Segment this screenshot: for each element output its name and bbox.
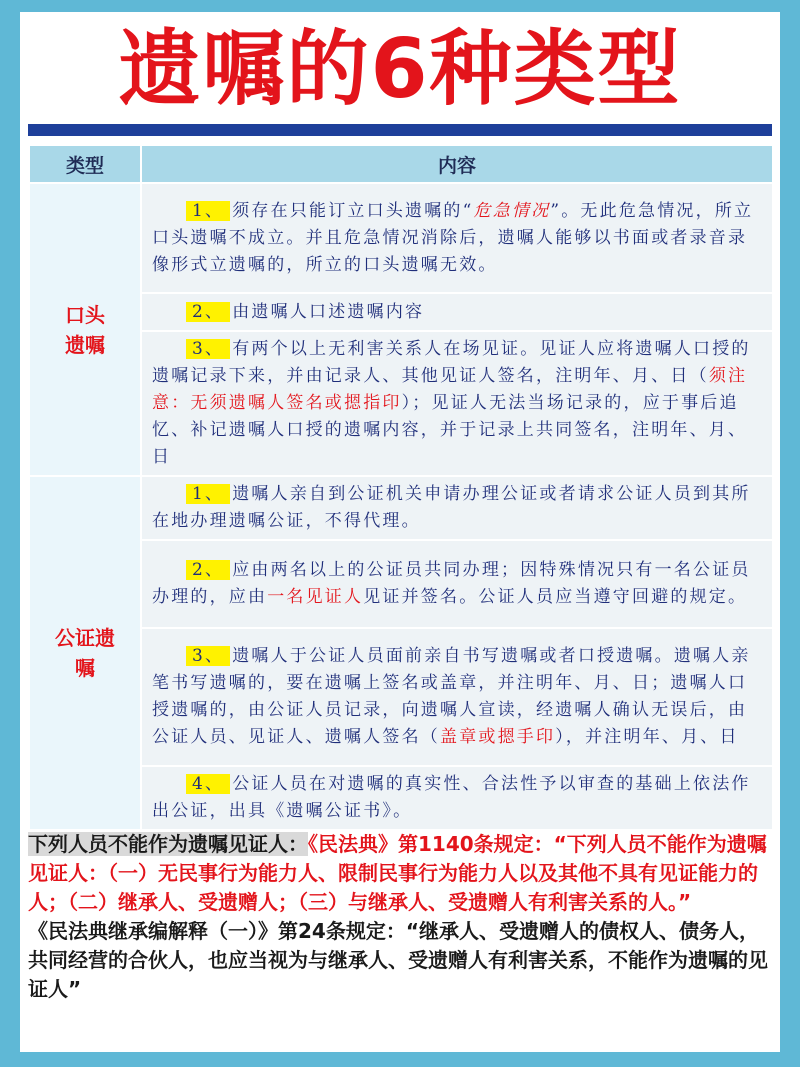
note-interpretation-24: 《民法典继承编解释（一）》第24条规定：“继承人、受遗赠人的债权人、债务人，共同经营的合伙人，也应当视为与继承人、受遗赠人有利害关系，不能作为遗嘱的见证人” [28, 919, 768, 1001]
item-number: 1、 [186, 201, 230, 221]
content-cell [141, 476, 773, 540]
content-cell [141, 766, 773, 830]
item-text: 公证人员在对遗嘱的真实性、合法性予以审查的基础上依法作出公证，出具《遗嘱公证书》。 [152, 774, 751, 821]
content-cell [141, 540, 773, 628]
note-lead: 下列人员不能作为遗嘱见证人： [28, 832, 308, 856]
type-label-line: 遗嘱 [65, 332, 105, 357]
table-row [29, 628, 773, 766]
item-text: 遗嘱人于公证人员面前亲自书写遗嘱或者口授遗嘱。遗嘱人亲笔书写遗嘱的，要在遗嘱上签名或盖章，并注明年、月、日；遗嘱人口授遗嘱的，由公证人员记录，向遗嘱人宣读，经遗嘱人确认无误后，由公证人员、见证人、遗嘱人签名（ [152, 646, 751, 747]
table-row [29, 183, 773, 293]
item-text: 有两个以上无利害关系人在场见证。见证人应将遗嘱人口授的遗嘱记录下来，并由记录人、其他见证人签名，注明年、月、日（ [152, 339, 751, 386]
item-text: 由遗嘱人口述遗嘱内容 [232, 301, 425, 322]
page-title: 遗嘱的6种类型 [118, 22, 682, 117]
item-number: 2、 [186, 560, 230, 580]
table-row [29, 540, 773, 628]
item-text: 须存在只能订立口头遗嘱的“ [232, 200, 474, 221]
title-divider [28, 124, 772, 136]
item-text: ”。无此危急情况，所立口头遗嘱不成立。并且危急情况消除后，遗嘱人能够以书面或者录音录像形式立遗嘱的，所立的口头遗嘱无效。 [152, 200, 754, 275]
item-text: 见证并签名。公证人员应当遵守回避的规定。 [363, 587, 748, 607]
type-label-line: 公证遗 [55, 626, 115, 650]
item-emphasis: 危急情况 [473, 200, 551, 221]
witness-note [28, 830, 772, 1004]
table-row [29, 766, 773, 830]
table-row [29, 293, 773, 331]
item-text: ），并注明年、月、日 [555, 727, 739, 747]
content-cell [141, 183, 773, 293]
content-cell [141, 628, 773, 766]
type-label-line: 嘱 [75, 656, 95, 680]
item-number: 1、 [186, 484, 230, 504]
item-number: 4、 [186, 774, 230, 794]
table-row [29, 476, 773, 540]
table-row [29, 331, 773, 476]
type-oral-will [29, 183, 141, 476]
types-table [28, 144, 774, 831]
item-number: 3、 [186, 339, 230, 359]
content-cell [141, 293, 773, 331]
note-para-1 [28, 830, 772, 917]
item-number: 2、 [186, 302, 230, 322]
type-notarized-will [29, 476, 141, 830]
item-text: ）；见证人无法当场记录的，应于事后追忆、补记遗嘱人口授的遗嘱内容，并于记录上共同签名，注明年、月、日 [152, 393, 748, 467]
item-text: 遗嘱人亲自到公证机关申请办理公证或者请求公证人员到其所在地办理遗嘱公证，不得代理。 [152, 484, 751, 531]
header-type: 类型 [29, 145, 141, 183]
header-content: 内容 [141, 145, 773, 183]
item-emphasis: 须注意：无须遗嘱人签名或摁指印 [152, 366, 748, 413]
type-label-line: 口头 [65, 302, 105, 327]
table-header-row [29, 145, 773, 183]
note-civil-code-1140: 《民法典》第1140条规定：“下列人员不能作为遗嘱见证人：（一）无民事行为能力人、限制民事行为能力人以及其他不具有见证能力的人；（二）继承人、受遗赠人；（三）与继承人、受遗赠人有利害关系的人。” [28, 832, 767, 914]
item-emphasis: 一名见证人 [267, 587, 364, 607]
item-emphasis: 盖章或摁手印 [440, 727, 556, 747]
content-cell [141, 331, 773, 476]
item-text: 应由两名以上的公证员共同办理；因特殊情况只有一名公证员办理的，应由 [152, 560, 751, 607]
item-number: 3、 [186, 646, 230, 666]
poster [20, 12, 780, 1052]
